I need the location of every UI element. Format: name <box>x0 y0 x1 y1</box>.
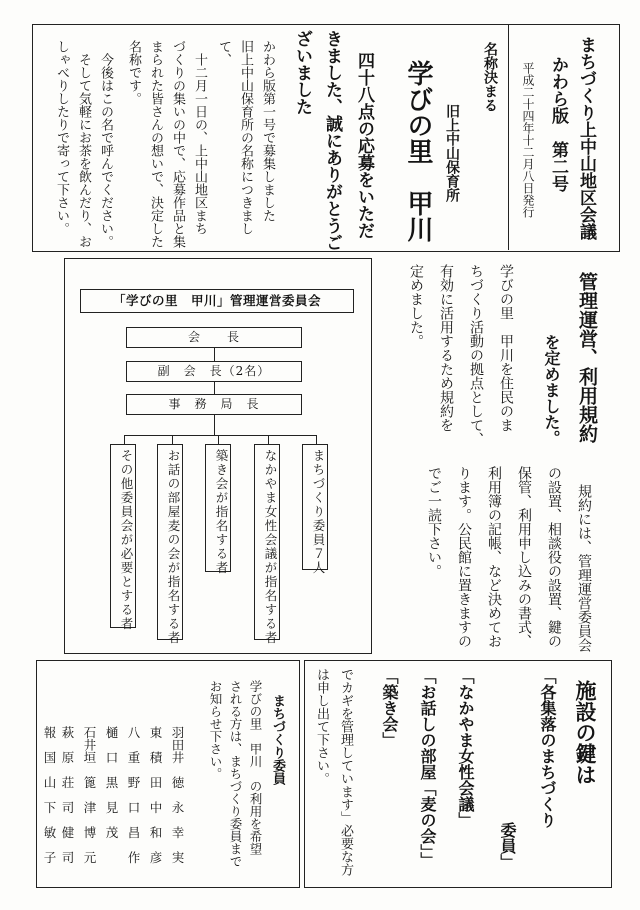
thanks-line-3: ざいました <box>292 30 312 115</box>
committee-member-4: 樋 口 黒 見 茂 <box>104 726 119 839</box>
keys-group-3: 「お話しの部屋「麦の会」」 <box>418 668 437 868</box>
rules-heading-1: 管理運営、利用規約 <box>576 272 598 443</box>
committee-member-2: 東 積 田 中 和 彦 <box>148 726 163 864</box>
rules-body-9: ります。公民館に置きますの <box>456 466 472 648</box>
committee-body-3: お知らせ下さい。 <box>208 680 223 780</box>
org-vice-chair-box: 副 会 長（2名） <box>126 361 302 382</box>
committee-body-2: される方は、まちづくり委員まで <box>228 680 243 868</box>
org-secretariat-box: 事 務 局 長 <box>126 394 302 415</box>
committee-member-3: 八 重 野 口 昌 作 <box>126 726 141 864</box>
rules-body-3: 有効に活用するため規約を <box>438 264 454 432</box>
name-body-6: まられた皆さんの想いで、決定した <box>148 40 163 248</box>
rules-heading-2: を定めました。 <box>542 334 561 446</box>
committee-body-1: 学びの里 甲川 の利用を希望 <box>248 680 263 855</box>
org-member-4: お話の部屋麦の会が指名する者 <box>157 444 183 640</box>
keys-group-4: 「築き会」 <box>380 668 399 748</box>
org-member-2: なかやま女性会議が指名する者 <box>254 444 280 640</box>
committee-member-5: 石井垣 篦 津 博 元 <box>82 726 97 864</box>
rules-body-7: 保管、利用申し込みの書式、 <box>516 466 532 648</box>
committee-heading: まちづくり委員 <box>270 694 285 785</box>
keys-group-2: 「なかやま女性会議」 <box>456 668 475 828</box>
keys-body-1: でカギを管理しています」必要な方 <box>338 668 353 876</box>
org-chart-title: 「学びの里 甲川」管理運営委員会 <box>80 289 354 313</box>
keys-body-2: は申し出て下さい。 <box>314 668 329 785</box>
rules-body-1: 学びの里 甲川を住民のま <box>498 264 514 432</box>
committee-member-7: 報 国 山 下 敏 子 <box>42 726 57 864</box>
header-org-name: まちづくり上中山地区会議 <box>576 36 596 240</box>
org-chair-box: 会 長 <box>126 327 302 348</box>
name-body-1: かわら版第一号で募集しました <box>260 40 275 222</box>
rules-body-5: 規約には、管理運営委員会 <box>576 484 592 652</box>
header-date: 平成二十四年十二月八日発行 <box>521 62 535 218</box>
org-member-5: その他委員会が必要とする者 <box>110 444 136 628</box>
rules-body-4: 定めました。 <box>408 264 424 348</box>
org-member-1: まちづくり委員７人 <box>302 444 328 570</box>
facility-name: 学びの里 甲川 <box>403 60 433 242</box>
former-name: 旧上中山保育所 <box>444 104 460 202</box>
name-body-5: づくりの集いの中で、応募作品と集 <box>170 40 185 248</box>
org-branch-line <box>124 435 316 436</box>
header-divider <box>508 24 509 250</box>
keys-group-1b: 委員」 <box>498 822 517 870</box>
name-body-10: しゃべりしたりで寄って下さい。 <box>54 40 69 235</box>
org-member-3: 築き会が指名する者 <box>205 444 231 572</box>
keys-heading: 施設の鍵は <box>573 680 597 785</box>
name-body-4: 十二月一日の、上中山地区まち <box>192 53 207 235</box>
committee-member-6: 萩 原 荘 司 健 司 <box>60 726 75 864</box>
name-body-9: そして気軽にお茶を飲んだり、お <box>76 53 91 248</box>
thanks-line-1: 四十八点の応募をいただ <box>354 52 374 239</box>
header-newsletter-title: かわら版 第二号 <box>548 56 568 192</box>
name-body-3: て、 <box>216 40 231 66</box>
keys-group-1: 「各集落のまちづくり <box>538 668 557 828</box>
name-body-8: 今後はこの名で呼んでください。 <box>98 53 113 248</box>
committee-member-1: 羽田井 徳 永 幸 実 <box>170 726 185 864</box>
thanks-line-2: きました、誠にありがとうご <box>322 30 342 251</box>
name-kicker: 名称決まる <box>482 42 498 112</box>
name-body-2: 旧上中山保育所の名称につきまし <box>238 40 253 235</box>
name-body-7: 名称です。 <box>126 40 141 105</box>
rules-body-8: 利用簿の記帳、など決めてお <box>486 466 502 648</box>
rules-body-6: の設置、相談役の設置、鍵の <box>546 466 562 648</box>
rules-body-10: でご一読下さい。 <box>426 466 442 578</box>
rules-body-2: ちづくり活動の拠点として、 <box>468 264 484 446</box>
